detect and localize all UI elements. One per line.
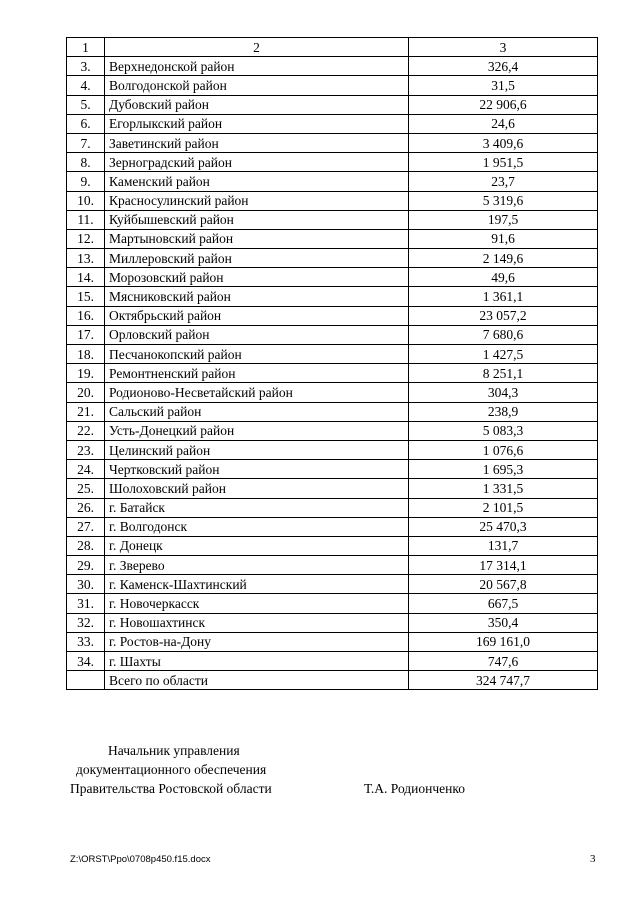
table-row <box>67 556 598 575</box>
row-name: Зерноградский район <box>105 153 409 172</box>
row-number: 23. <box>67 440 105 459</box>
row-value: 22 906,6 <box>409 95 598 114</box>
row-name: г. Новошахтинск <box>105 613 409 632</box>
row-value: 1 951,5 <box>409 153 598 172</box>
row-value: 23 057,2 <box>409 306 598 325</box>
row-number: 25. <box>67 479 105 498</box>
row-number: 17. <box>67 325 105 344</box>
row-number: 32. <box>67 613 105 632</box>
table-row <box>67 613 598 632</box>
row-value: 324 747,7 <box>409 671 598 690</box>
row-value: 1 076,6 <box>409 440 598 459</box>
row-value: 2 149,6 <box>409 249 598 268</box>
row-number: 6. <box>67 114 105 133</box>
row-value: 304,3 <box>409 383 598 402</box>
table-row <box>67 229 598 248</box>
row-number: 30. <box>67 575 105 594</box>
row-name: Мартыновский район <box>105 229 409 248</box>
signature-position-line-3: Правительства Ростовской области <box>70 781 272 796</box>
row-number: 4. <box>67 76 105 95</box>
row-value: 5 083,3 <box>409 421 598 440</box>
row-value: 131,7 <box>409 536 598 555</box>
row-value: 17 314,1 <box>409 556 598 575</box>
table-row <box>67 57 598 76</box>
row-value: 747,6 <box>409 652 598 671</box>
row-name: Всего по области <box>105 671 409 690</box>
table-row <box>67 133 598 152</box>
row-number: 31. <box>67 594 105 613</box>
table-row <box>67 652 598 671</box>
row-value: 667,5 <box>409 594 598 613</box>
row-name: Целинский район <box>105 440 409 459</box>
row-number: 16. <box>67 306 105 325</box>
table-row <box>67 306 598 325</box>
table-row <box>67 536 598 555</box>
header-col-2: 2 <box>105 38 409 57</box>
row-name: Орловский район <box>105 325 409 344</box>
table-row <box>67 325 598 344</box>
row-number: 7. <box>67 133 105 152</box>
row-value: 1 695,3 <box>409 460 598 479</box>
row-name: Октябрьский район <box>105 306 409 325</box>
table-row <box>67 575 598 594</box>
row-number: 26. <box>67 498 105 517</box>
row-number: 9. <box>67 172 105 191</box>
table-row <box>67 421 598 440</box>
page-number: 3 <box>590 853 596 865</box>
header-col-3: 3 <box>409 38 598 57</box>
row-number: 34. <box>67 652 105 671</box>
table-total-row <box>67 671 598 690</box>
row-number <box>67 671 105 690</box>
row-value: 31,5 <box>409 76 598 95</box>
row-value: 1 427,5 <box>409 345 598 364</box>
signatory-name: Т.А. Родионченко <box>364 781 465 796</box>
row-value: 8 251,1 <box>409 364 598 383</box>
row-value: 169 161,0 <box>409 632 598 651</box>
row-value: 25 470,3 <box>409 517 598 536</box>
row-value: 3 409,6 <box>409 133 598 152</box>
row-number: 27. <box>67 517 105 536</box>
table-row <box>67 249 598 268</box>
row-number: 28. <box>67 536 105 555</box>
row-number: 19. <box>67 364 105 383</box>
row-name: г. Каменск-Шахтинский <box>105 575 409 594</box>
table-row <box>67 440 598 459</box>
row-value: 91,6 <box>409 229 598 248</box>
district-values-table <box>66 37 598 690</box>
row-name: г. Батайск <box>105 498 409 517</box>
row-name: Родионово-Несветайский район <box>105 383 409 402</box>
row-value: 23,7 <box>409 172 598 191</box>
row-name: г. Зверево <box>105 556 409 575</box>
signature-position-line-2: документационного обеспечения <box>76 762 267 777</box>
row-name: Мясниковский район <box>105 287 409 306</box>
row-name: Куйбышевский район <box>105 210 409 229</box>
row-number: 15. <box>67 287 105 306</box>
row-name: г. Шахты <box>105 652 409 671</box>
table-row <box>67 479 598 498</box>
row-number: 24. <box>67 460 105 479</box>
row-number: 29. <box>67 556 105 575</box>
row-name: Верхнедонской район <box>105 57 409 76</box>
row-number: 18. <box>67 345 105 364</box>
row-name: Красносулинский район <box>105 191 409 210</box>
row-name: Усть-Донецкий район <box>105 421 409 440</box>
table-row <box>67 287 598 306</box>
row-name: Сальский район <box>105 402 409 421</box>
table-row <box>67 345 598 364</box>
row-value: 5 319,6 <box>409 191 598 210</box>
row-name: Песчанокопский район <box>105 345 409 364</box>
row-name: г. Ростов-на-Дону <box>105 632 409 651</box>
row-number: 13. <box>67 249 105 268</box>
row-number: 5. <box>67 95 105 114</box>
table-row <box>67 383 598 402</box>
file-path-footer: Z:\ORST\Ppo\0708p450.f15.docx <box>70 854 211 865</box>
row-value: 49,6 <box>409 268 598 287</box>
row-name: Чертковский район <box>105 460 409 479</box>
row-name: Морозовский район <box>105 268 409 287</box>
row-number: 10. <box>67 191 105 210</box>
table-row <box>67 95 598 114</box>
row-number: 12. <box>67 229 105 248</box>
row-number: 21. <box>67 402 105 421</box>
row-name: Миллеровский район <box>105 249 409 268</box>
signature-position-line-1: Начальник управления <box>108 743 240 758</box>
table-row <box>67 76 598 95</box>
table-header-row <box>67 38 598 57</box>
row-name: г. Волгодонск <box>105 517 409 536</box>
table-row <box>67 594 598 613</box>
row-number: 3. <box>67 57 105 76</box>
table-row <box>67 364 598 383</box>
table-row <box>67 172 598 191</box>
row-value: 24,6 <box>409 114 598 133</box>
table-row <box>67 210 598 229</box>
row-name: Шолоховский район <box>105 479 409 498</box>
row-number: 8. <box>67 153 105 172</box>
table-row <box>67 498 598 517</box>
row-number: 22. <box>67 421 105 440</box>
row-value: 326,4 <box>409 57 598 76</box>
row-value: 238,9 <box>409 402 598 421</box>
row-name: Ремонтненский район <box>105 364 409 383</box>
row-name: г. Новочеркасск <box>105 594 409 613</box>
row-name: Заветинский район <box>105 133 409 152</box>
row-value: 1 361,1 <box>409 287 598 306</box>
row-name: Егорлыкский район <box>105 114 409 133</box>
row-value: 2 101,5 <box>409 498 598 517</box>
row-value: 20 567,8 <box>409 575 598 594</box>
table-body <box>67 38 598 690</box>
table-row <box>67 402 598 421</box>
row-value: 7 680,6 <box>409 325 598 344</box>
row-name: г. Донецк <box>105 536 409 555</box>
row-name: Каменский район <box>105 172 409 191</box>
table-row <box>67 460 598 479</box>
row-value: 197,5 <box>409 210 598 229</box>
table-row <box>67 632 598 651</box>
row-number: 11. <box>67 210 105 229</box>
table-row <box>67 114 598 133</box>
table-row <box>67 153 598 172</box>
row-name: Дубовский район <box>105 95 409 114</box>
table-row <box>67 268 598 287</box>
header-col-1: 1 <box>67 38 105 57</box>
row-number: 33. <box>67 632 105 651</box>
row-name: Волгодонской район <box>105 76 409 95</box>
table-row <box>67 517 598 536</box>
table-row <box>67 191 598 210</box>
row-value: 350,4 <box>409 613 598 632</box>
row-number: 20. <box>67 383 105 402</box>
row-number: 14. <box>67 268 105 287</box>
row-value: 1 331,5 <box>409 479 598 498</box>
